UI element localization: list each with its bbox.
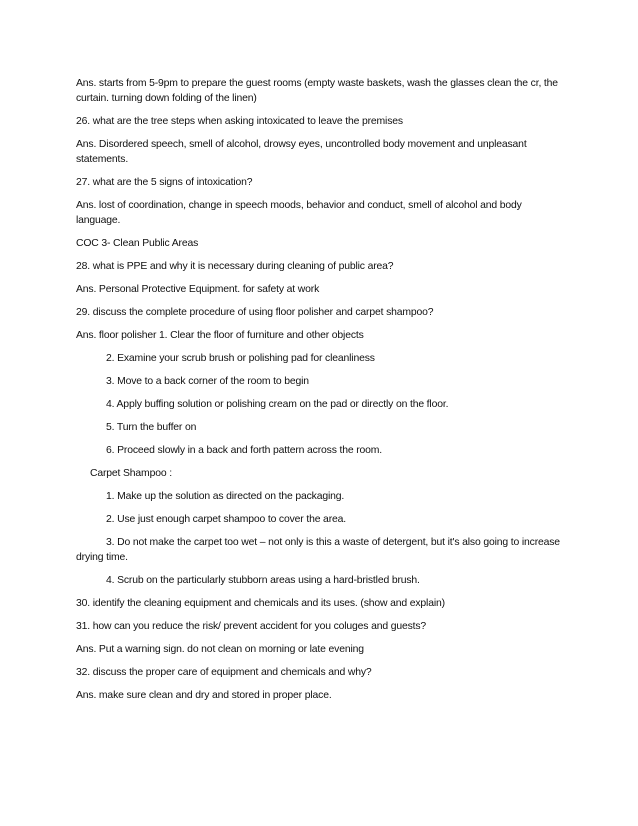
floor-polisher-step-2: 2. Examine your scrub brush or polishing pad for cleanliness — [106, 353, 375, 364]
question-32: 32. discuss the proper care of equipment and chemicals and why? — [76, 667, 372, 678]
answer-26: Ans. Disordered speech, smell of alcohol, drowsy eyes, uncontrolled body movement and unpleasant statements. — [76, 139, 527, 165]
document-body — [76, 76, 566, 711]
question-31: 31. how can you reduce the risk/ prevent accident for you coluges and guests? — [76, 621, 427, 632]
floor-polisher-step-4: 4. Apply buffing solution or polishing cream on the pad or directly on the floor. — [106, 399, 449, 410]
carpet-shampoo-step-3: 3. Do not make the carpet too wet – not only is this a waste of detergent, but it's also going to increase drying time. — [76, 537, 560, 563]
answer-27: Ans. lost of coordination, change in speech moods, behavior and conduct, smell of alcohol and body language. — [76, 200, 522, 226]
answer-31: Ans. Put a warning sign. do not clean on morning or late evening — [76, 644, 364, 655]
question-29: 29. discuss the complete procedure of using floor polisher and carpet shampoo? — [76, 307, 434, 318]
carpet-shampoo-step-4: 4. Scrub on the particularly stubborn areas using a hard-bristled brush. — [106, 575, 420, 586]
floor-polisher-step-3: 3. Move to a back corner of the room to begin — [106, 376, 309, 387]
question-30: 30. identify the cleaning equipment and chemicals and its uses. (show and explain) — [76, 598, 445, 609]
answer-28: Ans. Personal Protective Equipment. for safety at work — [76, 284, 320, 295]
answer-paragraph: Ans. starts from 5-9pm to prepare the guest rooms (empty waste baskets, wash the glasses clean the cr, the curtain. turning down folding of the linen) — [76, 78, 558, 104]
carpet-shampoo-step-1: 1. Make up the solution as directed on the packaging. — [106, 491, 345, 502]
answer-29-intro: Ans. floor polisher 1. Clear the floor of furniture and other objects — [76, 330, 364, 341]
carpet-shampoo-step-2: 2. Use just enough carpet shampoo to cover the area. — [106, 514, 346, 525]
question-26: 26. what are the tree steps when asking intoxicated to leave the premises — [76, 116, 403, 127]
question-27: 27. what are the 5 signs of intoxication? — [76, 177, 253, 188]
carpet-shampoo-heading: Carpet Shampoo : — [90, 468, 172, 479]
answer-32: Ans. make sure clean and dry and stored in proper place. — [76, 690, 332, 701]
section-heading: COC 3- Clean Public Areas — [76, 238, 199, 249]
question-28: 28. what is PPE and why it is necessary during cleaning of public area? — [76, 261, 394, 272]
floor-polisher-step-6: 6. Proceed slowly in a back and forth pattern across the room. — [106, 445, 383, 456]
floor-polisher-step-5: 5. Turn the buffer on — [106, 422, 197, 433]
